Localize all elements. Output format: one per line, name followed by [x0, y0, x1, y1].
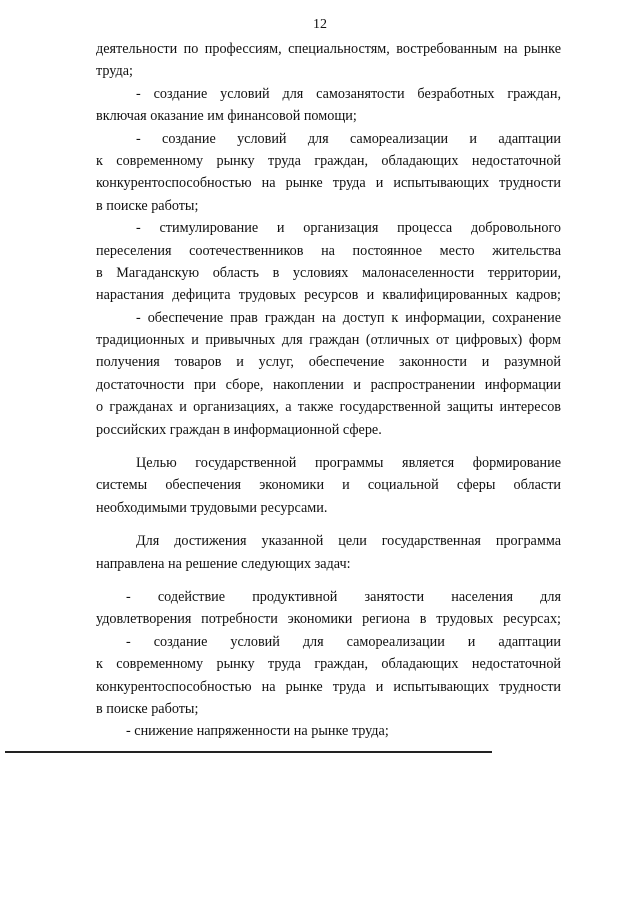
text-line: достаточности при сборе, накоплении и распространении информации	[96, 376, 561, 393]
text-line: в поиске работы;	[96, 700, 199, 717]
text-line: системы обеспечения экономики и социальной сферы области	[96, 477, 561, 494]
text-line: в поиске работы;	[96, 197, 199, 214]
text-line: нарастания дефицита трудовых ресурсов и квалифицированных кадров;	[96, 287, 561, 304]
paragraph-gap	[96, 519, 561, 530]
text-line: российских граждан в информационной сфере.	[96, 421, 382, 438]
text-line: - снижение напряженности на рынке труда;	[126, 723, 389, 740]
text-line: - стимулирование и организация процесса добровольного	[136, 220, 561, 237]
text-line: - обеспечение прав граждан на доступ к информации, сохранение	[136, 309, 561, 326]
text-line: конкурентоспособностью на рынке труда и испытывающих трудности	[96, 175, 561, 192]
text-line: - создание условий для самореализации и адаптации	[126, 633, 561, 650]
text-line: - создание условий для самозанятости безработных граждан,	[136, 85, 561, 102]
text-line: получения товаров и услуг, обеспечение законности и разумной	[96, 354, 561, 371]
text-line: включая оказание им финансовой помощи;	[96, 108, 357, 125]
text-line: Для достижения указанной цели государственная программа	[136, 533, 561, 550]
text-line: к современному рынку труда граждан, обладающих недостаточной	[96, 152, 561, 169]
text-line: о гражданах и организациях, а также государственной защиты интересов	[96, 399, 561, 416]
text-line: направлена на решение следующих задач:	[96, 555, 351, 572]
text-line: традиционных и привычных для граждан (отличных от цифровых) форм	[96, 332, 561, 349]
text-line: конкурентоспособностью на рынке труда и испытывающих трудности	[96, 678, 561, 695]
text-line: - содействие продуктивной занятости населения для	[126, 588, 561, 605]
text-line: труда;	[96, 63, 133, 80]
text-line: к современному рынку труда граждан, обладающих недостаточной	[96, 656, 561, 673]
footer-rule	[5, 751, 492, 753]
text-line: переселения соотечественников на постоянное место жительства	[96, 242, 561, 259]
page-number: 12	[313, 17, 327, 32]
text-line: в Магаданскую область в условиях малонаселенности территории,	[96, 264, 561, 281]
paragraph-gap	[96, 575, 561, 586]
text-line: деятельности по профессиям, специальностям, востребованным на рынке	[96, 41, 561, 57]
text-line: необходимыми трудовыми ресурсами.	[96, 499, 328, 516]
document-body	[96, 38, 561, 743]
paragraph-gap	[96, 441, 561, 452]
text-line: удовлетворения потребности экономики региона в трудовых ресурсах;	[96, 611, 561, 628]
text-line: - создание условий для самореализации и адаптации	[136, 130, 561, 147]
text-line: Целью государственной программы является формирование	[136, 455, 561, 472]
